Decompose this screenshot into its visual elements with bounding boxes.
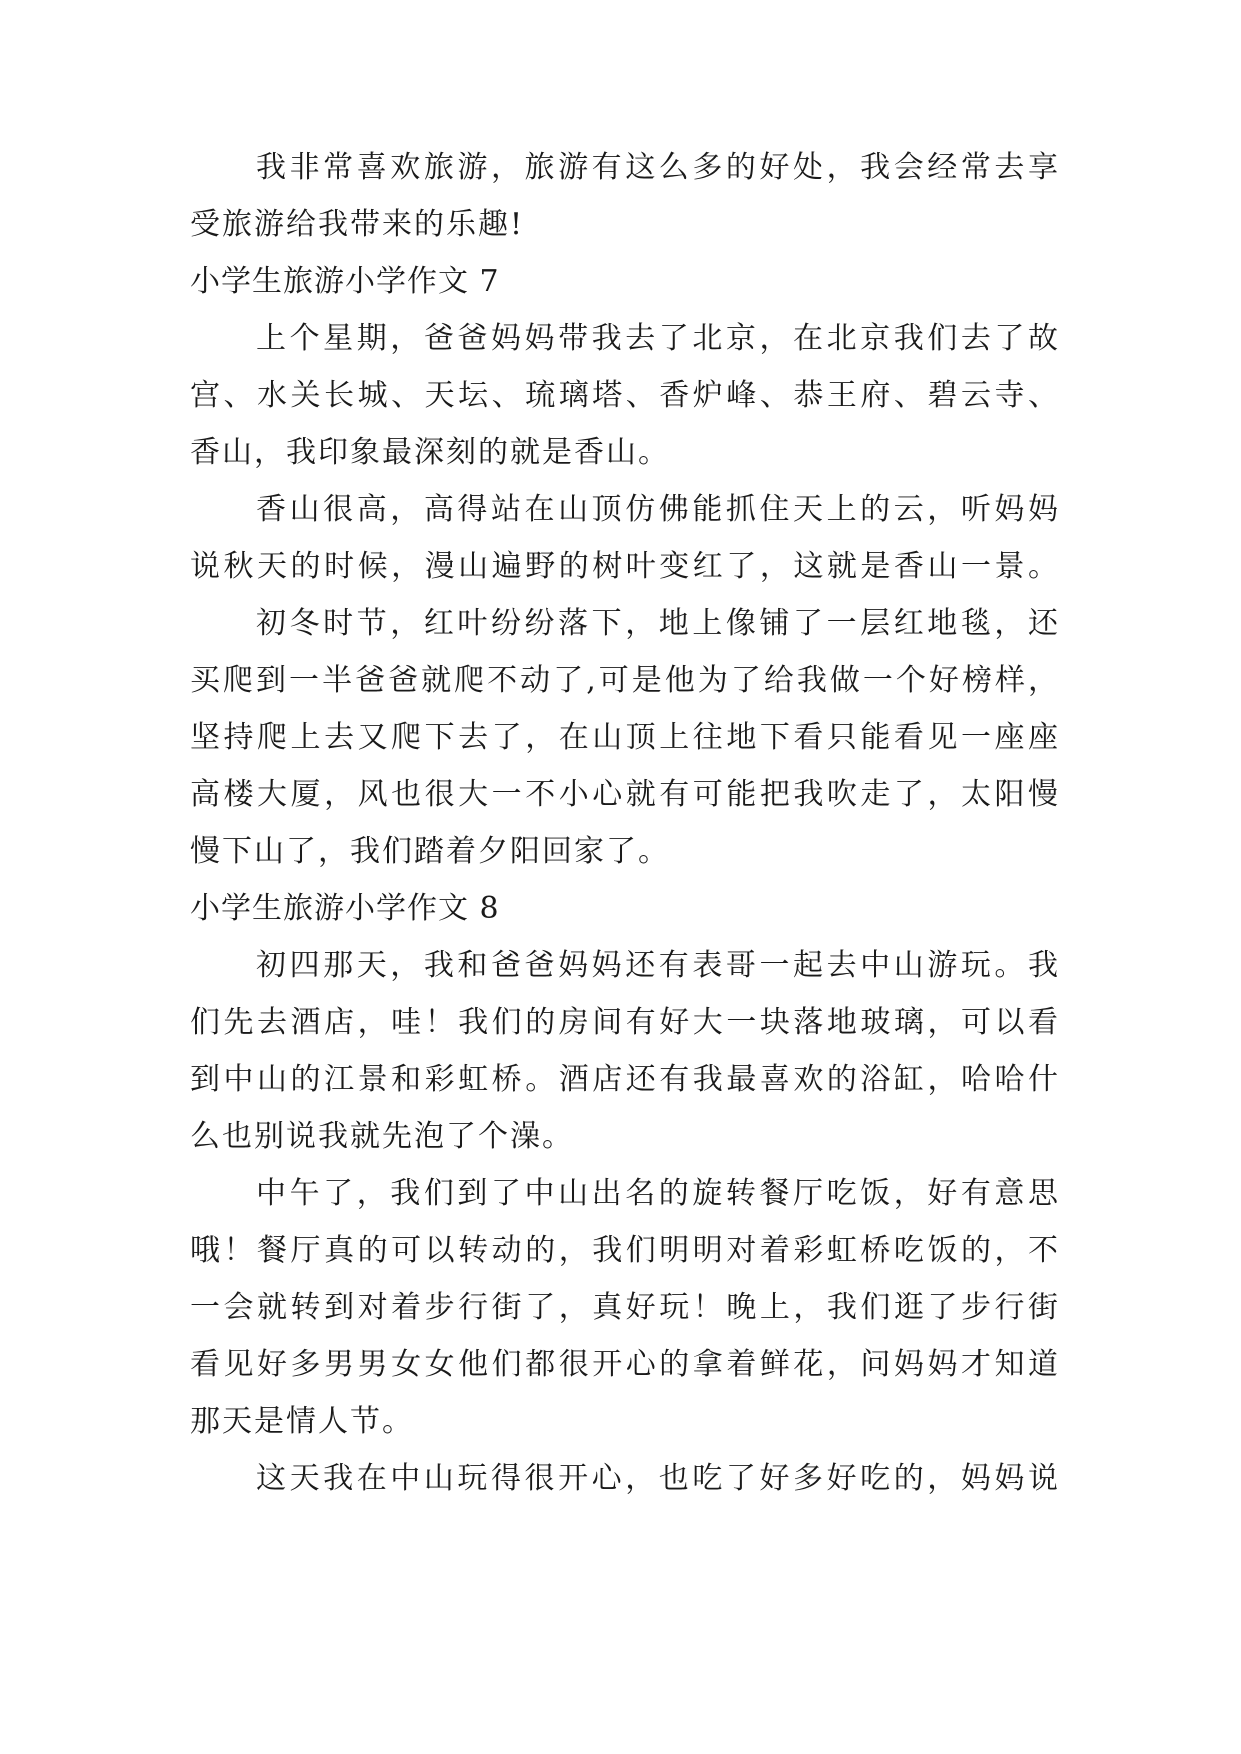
paragraph-line: 受旅游给我带来的乐趣! <box>190 207 525 242</box>
paragraph-line: 哦！餐厅真的可以转动的，我们明明对着彩虹桥吃饭的，不 <box>190 1233 1060 1268</box>
paragraph-line: 那天是情人节。 <box>190 1404 414 1439</box>
paragraph-line: 到中山的江景和彩虹桥。酒店还有我最喜欢的浴缸，哈哈什 <box>190 1062 1060 1097</box>
section-heading-8: 小学生旅游小学作文 8 <box>190 891 500 926</box>
paragraph-line: 初冬时节，红叶纷纷落下，地上像铺了一层红地毯，还 <box>256 606 1060 641</box>
section-heading-7: 小学生旅游小学作文 7 <box>190 264 500 299</box>
paragraph-line: 一会就转到对着步行街了，真好玩！晚上，我们逛了步行街 <box>190 1290 1060 1325</box>
paragraph-line: 买爬到一半爸爸就爬不动了,可是他为了给我做一个好榜样， <box>190 663 1060 698</box>
paragraph-line: 们先去酒店，哇！我们的房间有好大一块落地玻璃，可以看 <box>190 1005 1060 1040</box>
paragraph-line: 看见好多男男女女他们都很开心的拿着鲜花，问妈妈才知道 <box>190 1347 1060 1382</box>
paragraph-line: 么也别说我就先泡了个澡。 <box>190 1119 574 1154</box>
paragraph-line: 香山，我印象最深刻的就是香山。 <box>190 435 670 470</box>
paragraph-line: 中午了，我们到了中山出名的旋转餐厅吃饭，好有意思 <box>256 1176 1060 1211</box>
paragraph-line: 香山很高，高得站在山顶仿佛能抓住天上的云，听妈妈 <box>256 492 1060 527</box>
paragraph-line: 初四那天，我和爸爸妈妈还有表哥一起去中山游玩。我 <box>256 948 1060 983</box>
paragraph-line: 我非常喜欢旅游，旅游有这么多的好处，我会经常去享 <box>256 150 1060 185</box>
paragraph-line: 说秋天的时候，漫山遍野的树叶变红了，这就是香山一景。 <box>190 549 1060 584</box>
paragraph-line: 宫、水关长城、天坛、琉璃塔、香炉峰、恭王府、碧云寺、 <box>190 378 1060 413</box>
paragraph-line: 慢下山了，我们踏着夕阳回家了。 <box>190 834 670 869</box>
paragraph-line: 坚持爬上去又爬下去了，在山顶上往地下看只能看见一座座 <box>190 720 1060 755</box>
paragraph-line: 上个星期，爸爸妈妈带我去了北京，在北京我们去了故 <box>256 321 1060 356</box>
paragraph-line: 这天我在中山玩得很开心，也吃了好多好吃的，妈妈说 <box>256 1461 1060 1496</box>
paragraph-line: 高楼大厦，风也很大一不小心就有可能把我吹走了，太阳慢 <box>190 777 1060 812</box>
